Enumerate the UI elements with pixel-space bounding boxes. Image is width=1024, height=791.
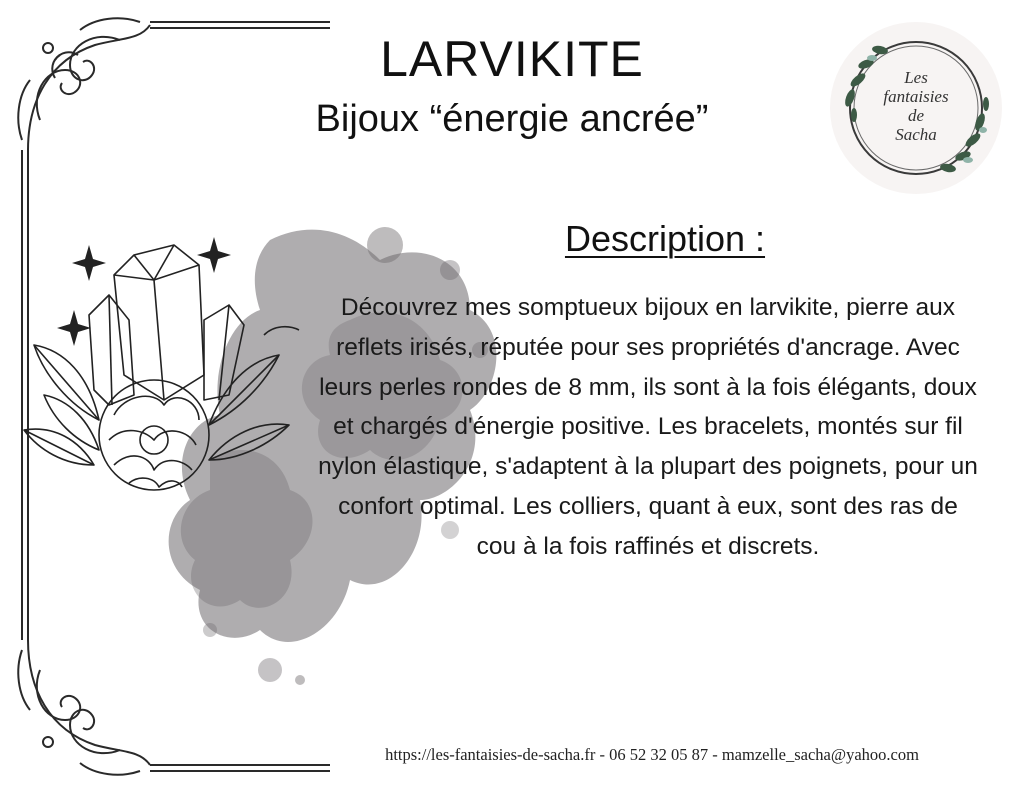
page-title: LARVIKITE (380, 31, 644, 87)
logo-line-3: de (907, 106, 925, 125)
description-heading: Description : (564, 218, 766, 259)
logo-text (856, 68, 976, 144)
logo-line-4: Sacha (895, 125, 937, 144)
crystal-flower-illustration (14, 225, 314, 535)
page-subtitle: Bijoux “énergie ancrée” (315, 98, 709, 140)
description-body: Découvrez mes somptueux bijoux en larvikite, pierre aux reflets irisés, réputée pour ses propriétés d'ancrage. Avec leurs perles rondes de 8 mm, ils sont à la fois élégants, doux et chargés d'énergie positive. Les bracelets, montés sur fil nylon élastique, s'adaptent à la plupart des poignets, pour un confort optimal. Les colliers, quant à eux, sont des ras de cou à la fois raffinés et discrets. (318, 294, 978, 560)
logo-line-2: fantaisies (883, 87, 949, 106)
logo-line-1: Les (904, 68, 928, 87)
footer-contact[interactable]: https://les-fantaisies-de-sacha.fr - 06 52 32 05 87 - mamzelle_sacha@yahoo.com (385, 745, 919, 764)
